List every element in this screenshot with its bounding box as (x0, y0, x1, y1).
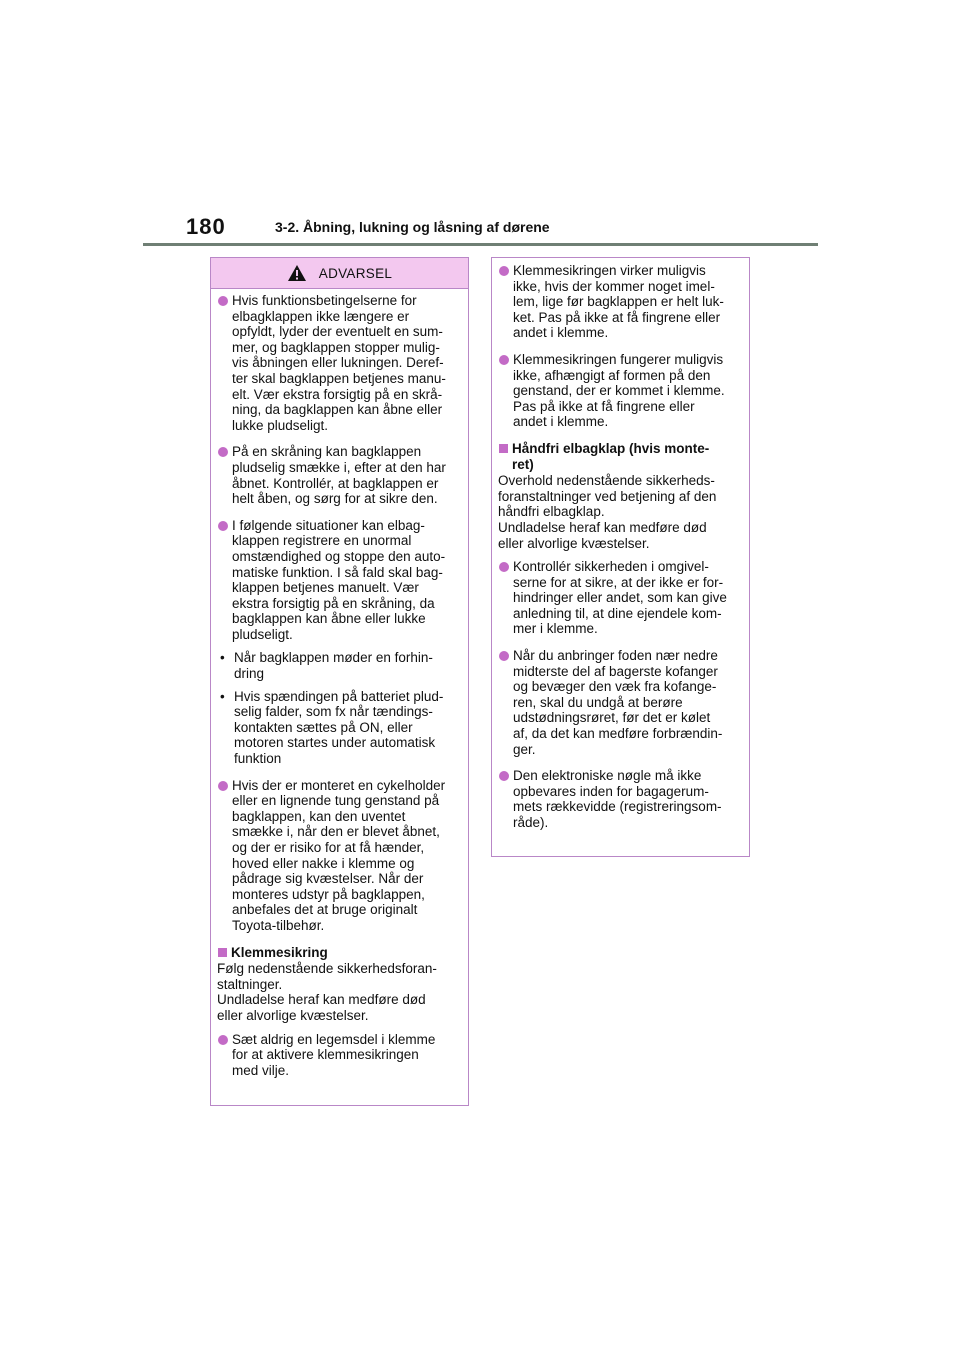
text-line: Klemmesikring (231, 944, 328, 960)
square-bullet-icon (218, 948, 227, 957)
bullet-text (232, 293, 462, 433)
text-line: Hvis der er monteret en cykelholder (232, 777, 446, 793)
text-line: opfyldt, lyder der eventuelt en sum- (232, 324, 443, 340)
warning-title: ADVARSEL (318, 265, 393, 281)
sub-bullet-mark: • (220, 688, 225, 704)
text-line: anledning til, at dine ejendele kom- (513, 605, 722, 621)
bullet-dot-icon (499, 266, 509, 276)
text-line: staltninger. (217, 976, 283, 992)
text-line: ekstra forsigtig på en skråning, da (232, 595, 435, 611)
bullet-text (513, 559, 743, 637)
list-item (498, 559, 743, 637)
text-line: lem, lige før bagklappen er helt luk- (513, 294, 724, 310)
sub-list-item (220, 689, 462, 767)
bullet-dot-icon (218, 521, 228, 531)
text-line: ret) (512, 456, 534, 472)
text-line: af, da det kan medføre forbrændin- (513, 726, 723, 742)
paragraph (217, 961, 462, 1023)
text-line: ikke, afhængigt af formen på den (513, 367, 711, 383)
text-line: elbagklappen ikke længere er (232, 308, 410, 324)
bullet-dot-icon (218, 1035, 228, 1045)
text-line: genstand, der er kommet i klemme. (513, 383, 725, 399)
warning-triangle-icon (287, 264, 307, 282)
text-line: kontakten sættes på ON, eller (234, 719, 413, 735)
text-line: serne for at sikre, at der ikke er for- (513, 574, 724, 590)
text-line: midterste del af bagerste kofanger (513, 663, 718, 679)
text-line: ter skal bagklappen betjenes manu- (232, 370, 446, 386)
text-line: Pas på ikke at få fingrene eller (513, 398, 695, 414)
text-line: Undladelse heraf kan medføre død (498, 519, 707, 535)
text-line: Toyota-tilbehør. (232, 917, 325, 933)
text-line: matiske funktion. I så fald skal bag- (232, 564, 443, 580)
text-line: ket. Pas på ikke at få fingrene eller (513, 309, 721, 325)
paragraph (498, 473, 743, 551)
bullet-text (513, 768, 743, 830)
text-line: Klemmesikringen fungerer muligvis (513, 351, 724, 367)
warning-box (210, 257, 469, 1106)
text-line: mer i klemme. (513, 621, 598, 637)
text-line: elt. Vær ekstra forsigtig på en skrå- (232, 386, 443, 402)
subsection-heading (217, 945, 462, 961)
text-line: pludselig smække i, efter at den har (232, 459, 446, 475)
text-line: pludseligt. (232, 626, 293, 642)
text-line: anbefales det at bruge originalt (232, 902, 418, 918)
text-line: andet i klemme. (513, 325, 609, 341)
text-line: andet i klemme. (513, 414, 609, 430)
subsection-heading (498, 441, 743, 472)
bullet-text (513, 648, 743, 757)
bullet-dot-icon (499, 771, 509, 781)
text-line: mer, og bagklappen stopper mulig- (232, 339, 440, 355)
text-line: ren, skal du undgå at berøre (513, 694, 683, 710)
text-line: funktion (234, 751, 282, 767)
text-line: hoved eller nakke i klemme og (232, 855, 415, 871)
subsection-title (231, 945, 462, 961)
list-item (217, 1032, 462, 1079)
text-line: mets rækkevidde (registreringsom- (513, 799, 722, 815)
text-line: Håndfri elbagklap (hvis monte- (512, 440, 710, 456)
bullet-text (232, 444, 462, 506)
text-line: Sæt aldrig en legemsdel i klemme (232, 1031, 436, 1047)
text-line: ning, da bagklappen kan åbne eller (232, 402, 443, 418)
text-line: foranstaltninger ved betjening af den (498, 488, 717, 504)
text-line: eller alvorlige kvæstelser. (217, 1007, 369, 1023)
bullet-dot-icon (218, 447, 228, 457)
bullet-dot-icon (218, 781, 228, 791)
text-line: smække i, når den er blevet åbnet, (232, 824, 440, 840)
text-line: vis åbningen eller lukningen. Deref- (232, 355, 444, 371)
continued-box (491, 257, 750, 857)
text-line: monteres udstyr på bagklappen, (232, 886, 425, 902)
sub-list-item (220, 650, 462, 681)
text-line: Kontrollér sikkerheden i omgivel- (513, 559, 709, 575)
sub-bullet-mark: • (220, 650, 225, 666)
text-line: håndfri elbagklap. (498, 504, 605, 520)
sub-bullet-text (234, 689, 462, 767)
text-line: Undladelse heraf kan medføre død (217, 992, 426, 1008)
text-line: ger. (513, 741, 536, 757)
text-line: opbevares inden for bagagerum- (513, 783, 709, 799)
text-line: Når bagklappen møder en forhin- (234, 650, 433, 666)
bullet-dot-icon (218, 296, 228, 306)
text-line: På en skråning kan bagklappen (232, 444, 422, 460)
bullet-text (513, 352, 743, 430)
list-item (498, 263, 743, 341)
text-line: omstændighed og stoppe den auto- (232, 548, 446, 564)
bullet-text (232, 518, 462, 643)
text-line: ikke, hvis der kommer noget imel- (513, 278, 715, 294)
text-line: Når du anbringer foden nær nedre (513, 648, 718, 664)
list-item (498, 352, 743, 430)
text-line: lukke pludseligt. (232, 417, 329, 433)
subsection-title (512, 441, 743, 472)
text-line: for at aktivere klemmesikringen (232, 1047, 419, 1063)
text-line: Overhold nedenstående sikkerheds- (498, 473, 715, 489)
text-line: motoren startes under automatisk (234, 735, 436, 751)
text-line: og der er risiko for at få hænder, (232, 840, 425, 855)
text-line: Følg nedenstående sikkerhedsforan- (217, 961, 437, 977)
text-line: med vilje. (232, 1062, 290, 1078)
bullet-text (232, 778, 462, 934)
bullet-dot-icon (499, 355, 509, 365)
text-line: hindringer eller andet, som kan give (513, 590, 727, 606)
text-line: klappen betjenes manuelt. Vær (232, 580, 419, 596)
text-line: Hvis funktionsbetingelserne for (232, 293, 417, 308)
square-bullet-icon (499, 444, 508, 453)
text-line: dring (234, 666, 265, 682)
list-item (217, 778, 462, 934)
section-title: 3-2. Åbning, lukning og låsning af dørene (275, 219, 550, 235)
warning-header (211, 258, 468, 289)
text-line: udstødningsrøret, før det er kølet (513, 710, 711, 726)
list-item (217, 293, 462, 433)
bullet-text (232, 1032, 462, 1079)
text-line: og bevæger den væk fra kofange- (513, 679, 717, 695)
text-line: Den elektroniske nøgle må ikke (513, 768, 702, 784)
text-line: klappen registrere en unormal (232, 533, 412, 549)
text-line: I følgende situationer kan elbag- (232, 517, 425, 533)
text-line: selig falder, som fx når tændings- (234, 704, 433, 720)
list-item (498, 768, 743, 830)
text-line: åbnet. Kontrollér, at bagklappen er (232, 475, 439, 491)
list-item (217, 518, 462, 643)
bullet-text (513, 263, 743, 341)
sub-bullet-text (234, 650, 462, 681)
bullet-dot-icon (499, 651, 509, 661)
list-item (498, 648, 743, 757)
text-line: pådrage sig kvæstelser. Når der (232, 871, 424, 887)
header-rule (143, 243, 818, 246)
list-item (217, 444, 462, 506)
text-line: Hvis spændingen på batteriet plud- (234, 688, 444, 704)
text-line: eller alvorlige kvæstelser. (498, 535, 650, 551)
text-line: Klemmesikringen virker muligvis (513, 263, 706, 278)
text-line: bagklappen, kan den uventet (232, 808, 406, 824)
bullet-dot-icon (499, 562, 509, 572)
text-line: bagklappen kan åbne eller lukke (232, 611, 426, 627)
text-line: råde). (513, 815, 549, 830)
page-number: 180 (186, 214, 226, 239)
text-line: helt åben, og sørg for at sikre den. (232, 491, 438, 507)
text-line: eller en lignende tung genstand på (232, 793, 440, 809)
